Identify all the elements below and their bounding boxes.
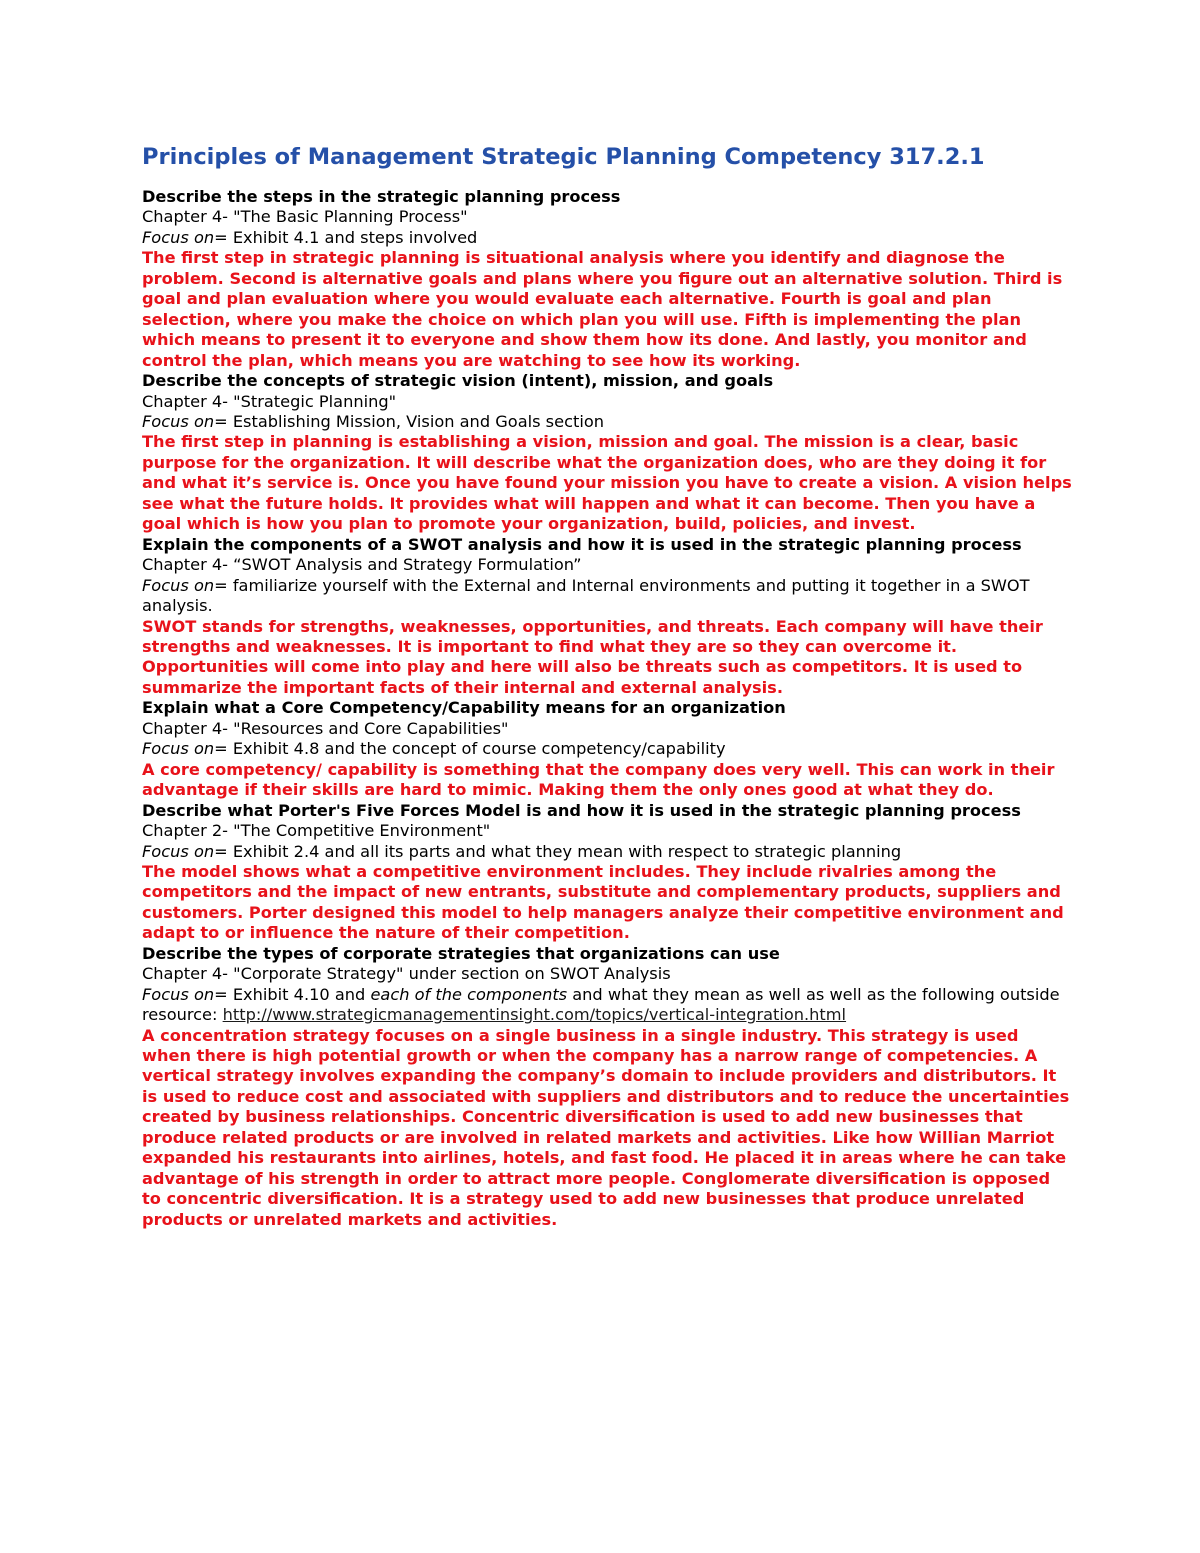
focus-text-continued: and what they mean as well as well as the following outside resource: xyxy=(142,984,1060,1025)
chapter-reference: Chapter 4- "Resources and Core Capabilities" xyxy=(142,718,509,738)
chapter-reference: Chapter 4- "Corporate Strategy" under section on SWOT Analysis xyxy=(142,964,671,984)
chapter-reference: Chapter 4- "Strategic Planning" xyxy=(142,391,397,411)
focus-line xyxy=(142,985,1072,1026)
document-page xyxy=(142,140,1072,1230)
chapter-reference: Chapter 2- "The Competitive Environment" xyxy=(142,821,491,841)
section-vision-mission-goals xyxy=(142,371,1072,535)
focus-text: = Exhibit 4.10 and xyxy=(214,984,371,1004)
section-heading: Describe the types of corporate strategies that organizations can use xyxy=(142,943,780,963)
focus-text: = Establishing Mission, Vision and Goals section xyxy=(214,411,604,431)
focus-line xyxy=(142,842,1072,862)
answer-text: A core competency/ capability is something that the company does very well. This can work in their advantage if their skills are hard to mimic. Making them the only ones good at what they do. xyxy=(142,759,1055,800)
section-heading: Explain what a Core Competency/Capability means for an organization xyxy=(142,698,786,718)
answer-text: The first step in strategic planning is situational analysis where you identify and diagnose the problem. Second is alternative goals and plans where you figure out an alternative solution. Third is goal and plan evaluation where you would evaluate each alternative. Fourth is goal and plan selection, where you make the choice on which plan you will use. Fifth is implementing the plan which means to present it to everyone and show them how its done. And lastly, you monitor and control the plan, which means you are watching to see how its working. xyxy=(142,248,1063,370)
focus-label: Focus on xyxy=(142,411,215,431)
focus-label: Focus on xyxy=(142,575,215,595)
focus-text: = familiarize yourself with the External and Internal environments and putting it together in a SWOT analysis. xyxy=(142,575,1030,616)
section-five-forces xyxy=(142,801,1072,944)
focus-line xyxy=(142,412,1072,432)
section-heading: Describe what Porter's Five Forces Model is and how it is used in the strategic planning process xyxy=(142,800,1021,820)
answer-text: A concentration strategy focuses on a single business in a single industry. This strategy is used when there is high potential growth or when the company has a narrow range of competencies. A vertical strategy involves expanding the company’s domain to include providers and distributors. It is used to reduce cost and associated with suppliers and distributors and to reduce the uncertainties created by business relationships. Concentric diversification is used to add new businesses that produce related products or are involved in related markets and activities. Like how Willian Marriot expanded his restaurants into airlines, hotels, and fast food. He placed it in areas where he can take advantage of his strength in order to attract more people. Conglomerate diversification is opposed to concentric diversification. It is a strategy used to add new businesses that produce unrelated products or unrelated markets and activities. xyxy=(142,1025,1070,1229)
focus-line xyxy=(142,576,1072,617)
focus-line xyxy=(142,739,1072,759)
focus-line xyxy=(142,228,1072,248)
focus-label: Focus on xyxy=(142,739,215,759)
focus-text: = Exhibit 2.4 and all its parts and what they mean with respect to strategic planning xyxy=(214,841,902,861)
section-heading: Describe the concepts of strategic vision (intent), mission, and goals xyxy=(142,371,774,391)
answer-text: The first step in planning is establishing a vision, mission and goal. The mission is a clear, basic purpose for the organization. It will describe what the organization does, who are they doing it for and what it’s service is. Once you have found your mission you have to create a vision. A vision helps see what the future holds. It provides what will happen and what it can become. Then you have a goal which is how you plan to promote your organization, build, policies, and invest. xyxy=(142,432,1072,534)
focus-text: = Exhibit 4.1 and steps involved xyxy=(214,227,478,247)
focus-label: Focus on xyxy=(142,841,215,861)
section-core-competency xyxy=(142,698,1072,800)
focus-label: Focus on xyxy=(142,984,215,1004)
section-swot xyxy=(142,535,1072,699)
external-resource-link[interactable]: http://www.strategicmanagementinsight.com/topics/vertical-integration.html xyxy=(222,1005,847,1025)
chapter-reference: Chapter 4- "The Basic Planning Process" xyxy=(142,207,468,227)
answer-text: The model shows what a competitive environment includes. They include rivalries among the competitors and the impact of new entrants, substitute and complementary products, suppliers and customers. Porter designed this model to help managers analyze their competitive environment and adapt to or influence the nature of their competition. xyxy=(142,861,1064,943)
section-corporate-strategies xyxy=(142,944,1072,1230)
document-title: Principles of Management Strategic Planning Competency 317.2.1 xyxy=(142,144,985,170)
answer-text: SWOT stands for strengths, weaknesses, opportunities, and threats. Each company will have their strengths and weaknesses. It is important to find what they are so they can overcome it. Opportunities will come into play and here will also be threats such as competitors. It is used to summarize the important facts of their internal and external analysis. xyxy=(142,616,1043,697)
section-planning-steps xyxy=(142,187,1072,371)
focus-text: = Exhibit 4.8 and the concept of course competency/capability xyxy=(214,739,726,759)
section-heading: Explain the components of a SWOT analysis and how it is used in the strategic planning process xyxy=(142,534,1022,554)
focus-italic-text: each of the components xyxy=(370,984,568,1004)
focus-label: Focus on xyxy=(142,227,215,247)
section-heading: Describe the steps in the strategic planning process xyxy=(142,187,621,206)
chapter-reference: Chapter 4- “SWOT Analysis and Strategy Formulation” xyxy=(142,555,582,575)
